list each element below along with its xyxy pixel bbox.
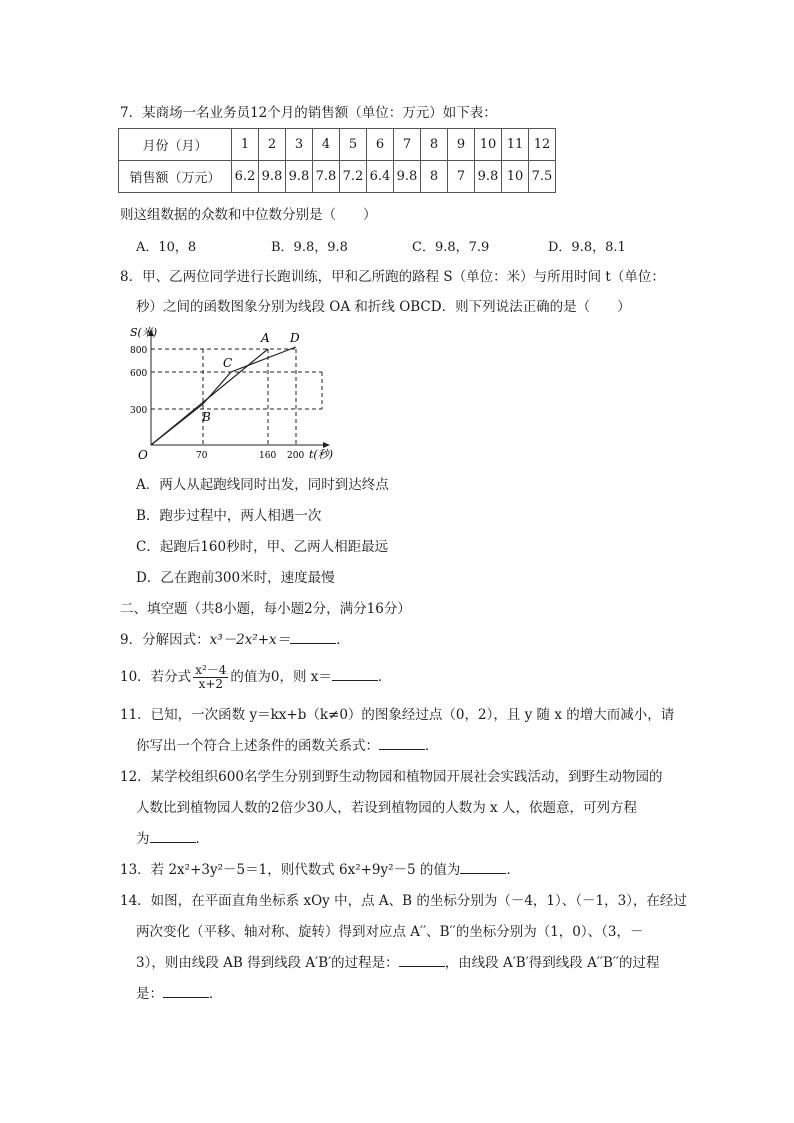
q8-line2: 秒）之间的函数图象分别为线段 OA 和折线 OBCD．则下列说法正确的是（ ） — [136, 299, 631, 315]
q11-line2 — [136, 737, 439, 755]
q12-line2: 人数比到植物园人数的2倍少30人，若设到植物园的人数为 x 人，依题意，可列方程 — [136, 800, 637, 816]
table-cell: 6.4 — [367, 161, 394, 193]
q14-line3-a: 3），则由线段 AB 得到线段 A′B′的过程是： — [136, 955, 399, 971]
q7-stem: 7．某商场一名业务员12个月的销售额（单位：万元）如下表： — [120, 105, 497, 121]
q9-suffix: ． — [336, 632, 350, 648]
section-title: 二、填空题（共8小题，每小题2分，满分16分） — [120, 601, 411, 617]
dashed-guides — [151, 349, 322, 445]
table-row — [119, 161, 556, 193]
choice-d: D．9.8，8.1 — [548, 240, 626, 255]
answer-blank — [150, 830, 196, 843]
table-cell: 7.5 — [529, 161, 556, 193]
q14-line4-prefix: 是： — [136, 986, 163, 1002]
table-cell: 2 — [259, 129, 286, 161]
q8-option-a: A．两人从起跑线同时出发，同时到达终点 — [136, 477, 389, 493]
table-cell: 8 — [421, 161, 448, 193]
q8-option-b: B．跑步过程中，两人相遇一次 — [136, 508, 322, 524]
table-cell: 7 — [394, 129, 421, 161]
table-cell: 5 — [340, 129, 367, 161]
y-axis-label: S(米) — [130, 326, 158, 339]
choice-c: C．9.8，7.9 — [412, 240, 490, 255]
table-cell: 6 — [367, 129, 394, 161]
table-cell: 9.8 — [475, 161, 502, 193]
fraction — [193, 664, 228, 691]
q11-line2-suffix: ． — [425, 738, 439, 754]
table-cell: 11 — [502, 129, 529, 161]
table-cell: 7 — [448, 161, 475, 193]
y-tick: 300 — [130, 406, 148, 416]
q14-line2: 两次变化（平移、轴对称、旋转）得到对应点 A′′、B′′的坐标分别为（1，0）、（3，－ — [136, 924, 644, 940]
fraction-numerator: x²－4 — [195, 663, 227, 677]
q13-prefix: 13．若 2x²+3y²－5＝1，则代数式 6x²+9y²－5 的值为 — [120, 862, 461, 878]
table-cell: 9.8 — [259, 161, 286, 193]
q12-line3-suffix: ． — [195, 831, 209, 847]
answer-blank — [399, 954, 445, 967]
table-cell: 9.8 — [286, 161, 313, 193]
answer-blank — [379, 737, 425, 750]
answer-blank — [290, 631, 336, 644]
q8-line1: 8．甲、乙两位同学进行长跑训练，甲和乙所跑的路程 S（单位：米）与所用时间 t（单位： — [120, 269, 665, 285]
table-cell: 10 — [502, 161, 529, 193]
table-cell: 10 — [475, 129, 502, 161]
fraction-denominator: x+2 — [198, 677, 224, 691]
table-cell: 4 — [313, 129, 340, 161]
q9 — [120, 631, 350, 649]
x-tick: 200 — [287, 451, 305, 461]
point-c-label: C — [223, 356, 233, 370]
q8-option-d: D．乙在跑前300米时，速度最慢 — [136, 570, 335, 586]
q11-line2-prefix: 你写出一个符合上述条件的函数关系式： — [136, 738, 379, 754]
q14-line4 — [136, 985, 223, 1003]
q10-mid: 的值为0，则 x＝ — [230, 669, 332, 685]
point-d-label: D — [290, 331, 300, 345]
choice-a: A．10，8 — [136, 240, 197, 255]
x-axis-label: t(秒) — [309, 448, 334, 461]
q11-line1: 11．已知，一次函数 y＝kx+b（k≠0）的图象经过点（0，2），且 y 随 x 的增大而减小，请 — [120, 707, 675, 723]
q9-prefix: 9．分解因式： — [120, 632, 210, 648]
answer-blank — [163, 985, 209, 998]
q10-suffix: ． — [377, 669, 392, 685]
table-cell: 9.8 — [394, 161, 421, 193]
table-cell: 7.2 — [340, 161, 367, 193]
table-cell: 6.2 — [232, 161, 259, 193]
q10 — [120, 660, 391, 694]
table-cell: 9 — [448, 129, 475, 161]
q14-line3 — [136, 954, 660, 972]
q8-option-c: C．起跑后160秒时，甲、乙两人相距最远 — [136, 539, 389, 555]
table-row — [119, 129, 556, 161]
q14-line3-b: ，由线段 A′B′得到线段 A′′B′′的过程 — [444, 955, 660, 971]
x-tick: 160 — [259, 451, 277, 461]
q7-question: 则这组数据的众数和中位数分别是（ ） — [120, 207, 377, 223]
table-cell: 1 — [232, 129, 259, 161]
q12-line3-prefix: 为 — [136, 831, 150, 847]
y-tick: 800 — [130, 346, 148, 356]
q12-line1: 12．某学校组织600名学生分别到野生动物园和植物园开展社会实践活动，到野生动物园的 — [120, 769, 663, 785]
q13-suffix: ． — [506, 862, 520, 878]
table-cell: 8 — [421, 129, 448, 161]
table-header-month: 月份（月） — [119, 129, 232, 161]
q12-line3 — [136, 830, 209, 848]
point-b-label: B — [202, 410, 211, 424]
table-header-sales: 销售额（万元） — [119, 161, 232, 193]
table-cell: 12 — [529, 129, 556, 161]
q9-expr: x³－2x²+x＝ — [209, 632, 291, 648]
q14-line4-suffix: ． — [209, 986, 223, 1002]
choice-b: B．9.8，9.8 — [271, 240, 348, 255]
q13 — [120, 861, 520, 879]
y-tick: 600 — [130, 369, 148, 379]
x-tick: 70 — [196, 451, 208, 461]
table-cell: 7.8 — [313, 161, 340, 193]
q10-prefix: 10．若分式 — [120, 669, 192, 685]
table-cell: 3 — [286, 129, 313, 161]
sales-table — [118, 128, 556, 193]
answer-blank — [332, 668, 378, 681]
q14-line1: 14．如图，在平面直角坐标系 xOy 中，点 A、B 的坐标分别为（－4，1）、（－1，3），在经过 — [120, 893, 687, 909]
point-a-label: A — [261, 331, 270, 345]
origin-label: O — [138, 448, 148, 462]
answer-blank — [460, 861, 506, 874]
distance-time-graph — [118, 322, 338, 467]
